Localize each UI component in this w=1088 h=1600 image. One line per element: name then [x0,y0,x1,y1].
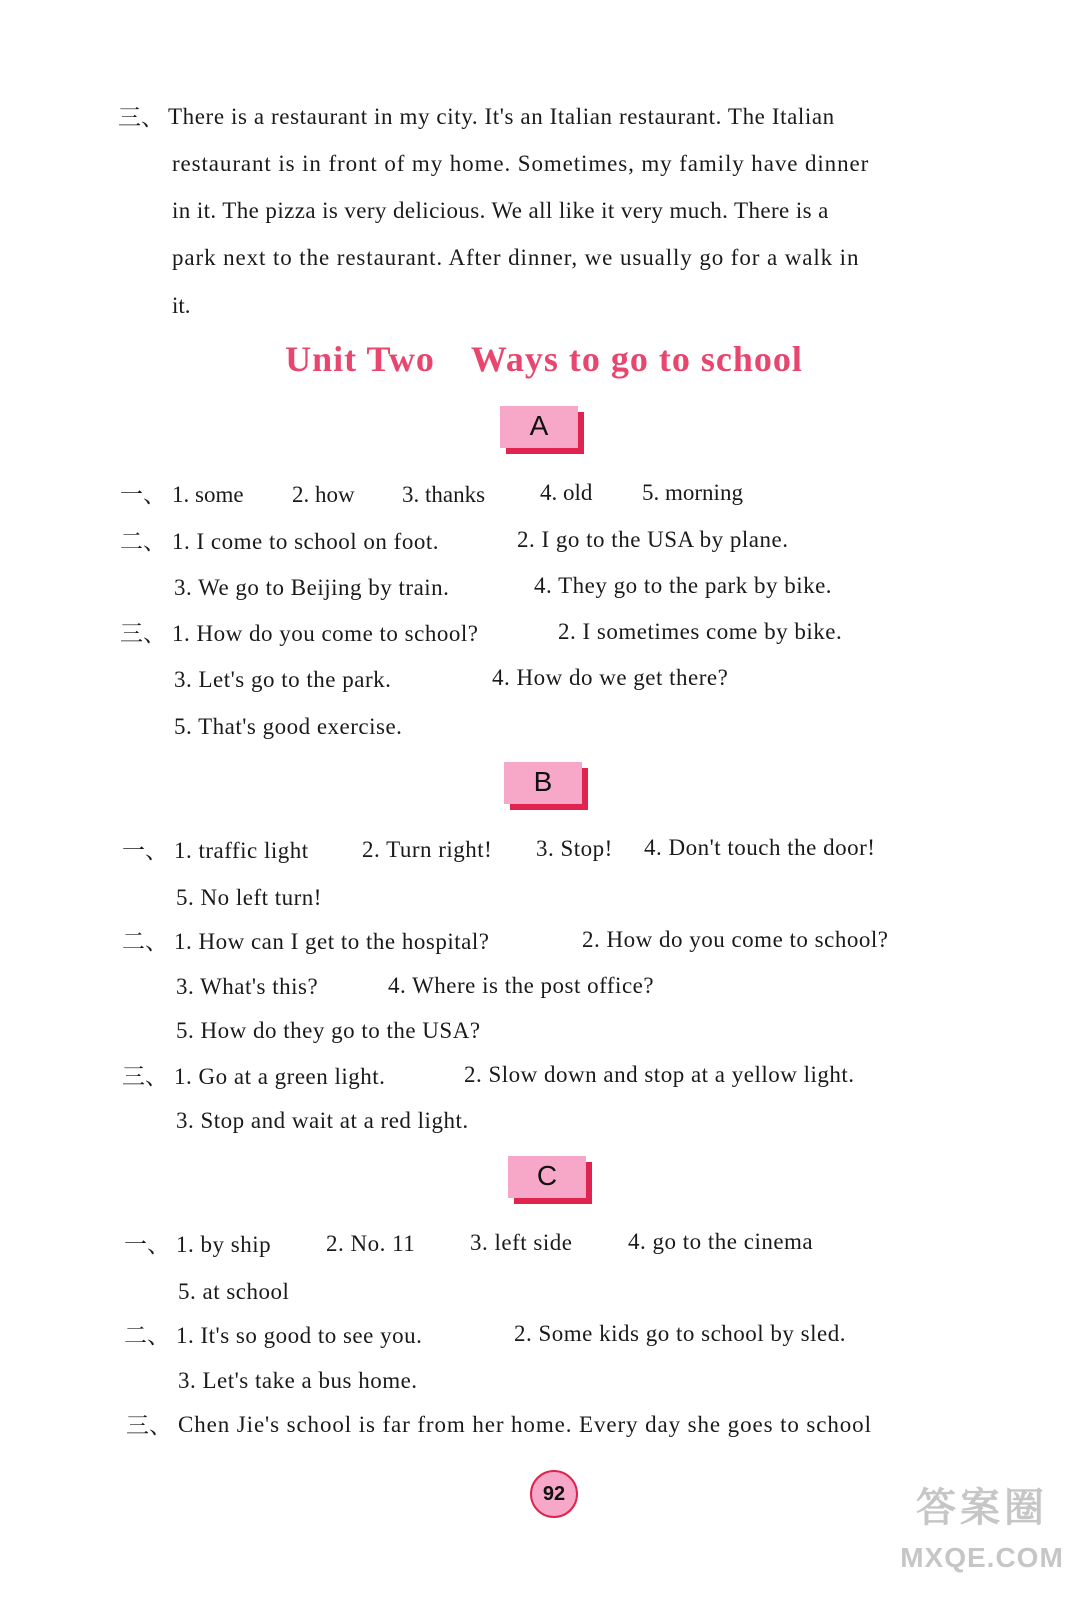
watermark-logo-text: 答案圈 [916,1486,1048,1530]
a-q1-item-3: 3. thanks [402,482,486,507]
b-q2-marker: 二、 [122,929,168,954]
b-q2-item-3: 3. What's this? [176,974,319,999]
b-q2-item-4: 4. Where is the post office? [388,973,655,998]
intro-marker: 三、 [118,105,164,130]
c-q3-text: Chen Jie's school is far from her home. Every day she goes to school [178,1412,872,1437]
a-q1-item-5: 5. morning [642,480,743,505]
b-q1-item-4: 4. Don't touch the door! [644,835,876,860]
a-q1-item-2: 2. how [292,482,355,507]
unit-title-left: Unit Two [285,339,435,379]
b-q2-item-5: 5. How do they go to the USA? [176,1018,481,1043]
a-q2-item-2: 2. I go to the USA by plane. [517,527,789,552]
b-q1-marker: 一、 [122,838,168,863]
c-q3-marker: 三、 [126,1413,172,1438]
unit-title-right: Ways to go to school [470,339,803,379]
b-q1-item-3: 3. Stop! [536,836,613,861]
b-q1-item-2: 2. Turn right! [362,837,493,862]
c-q1-item-2: 2. No. 11 [326,1231,416,1256]
section-badge-c: C [508,1156,586,1198]
a-q1-marker: 一、 [120,482,166,507]
unit-title [0,338,1088,380]
c-q1-item-1: 1. by ship [176,1232,272,1257]
c-q2-marker: 二、 [124,1323,170,1348]
watermark-logo [892,1478,1072,1588]
a-q2-item-4: 4. They go to the park by bike. [534,573,833,598]
a-q3-item-1: 1. How do you come to school? [172,621,479,646]
c-q1-item-4: 4. go to the cinema [628,1229,814,1254]
c-q1-marker: 一、 [124,1232,170,1257]
watermark-site: MXQE.COM [900,1542,1064,1573]
a-q3-item-4: 4. How do we get there? [492,665,729,690]
a-q2-item-3: 3. We go to Beijing by train. [174,575,450,600]
a-q1-item-4: 4. old [540,480,593,505]
b-q3-item-2: 2. Slow down and stop at a yellow light. [464,1062,855,1087]
c-q1-item-5: 5. at school [178,1279,290,1304]
a-q2-marker: 二、 [120,529,166,554]
a-q3-item-5: 5. That's good exercise. [174,714,403,739]
b-q3-marker: 三、 [122,1064,168,1089]
intro-line-1: There is a restaurant in my city. It's an Italian restaurant. The Italian [168,104,835,129]
a-q3-item-3: 3. Let's go to the park. [174,667,392,692]
a-q3-item-2: 2. I sometimes come by bike. [558,619,843,644]
intro-line-3: in it. The pizza is very delicious. We all like it very much. There is a [172,198,829,223]
b-q3-item-1: 1. Go at a green light. [174,1064,386,1089]
intro-line-2: restaurant is in front of my home. Sometimes, my family have dinner [172,151,870,176]
page-number: 92 [530,1470,578,1518]
c-q2-item-2: 2. Some kids go to school by sled. [514,1321,846,1346]
c-q2-item-1: 1. It's so good to see you. [176,1323,423,1348]
b-q1-item-5: 5. No left turn! [176,885,322,910]
c-q2-item-3: 3. Let's take a bus home. [178,1368,418,1393]
intro-line-5: it. [172,293,191,318]
a-q1-item-1: 1. some [172,482,244,507]
b-q2-item-1: 1. How can I get to the hospital? [174,929,490,954]
intro-line-4: park next to the restaurant. After dinner, we usually go for a walk in [172,245,860,270]
section-badge-a: A [500,406,578,448]
b-q2-item-2: 2. How do you come to school? [582,927,889,952]
a-q3-marker: 三、 [120,621,166,646]
section-badge-b: B [504,762,582,804]
c-q1-item-3: 3. left side [470,1230,573,1255]
a-q2-item-1: 1. I come to school on foot. [172,529,439,554]
b-q1-item-1: 1. traffic light [174,838,309,863]
b-q3-item-3: 3. Stop and wait at a red light. [176,1108,469,1133]
